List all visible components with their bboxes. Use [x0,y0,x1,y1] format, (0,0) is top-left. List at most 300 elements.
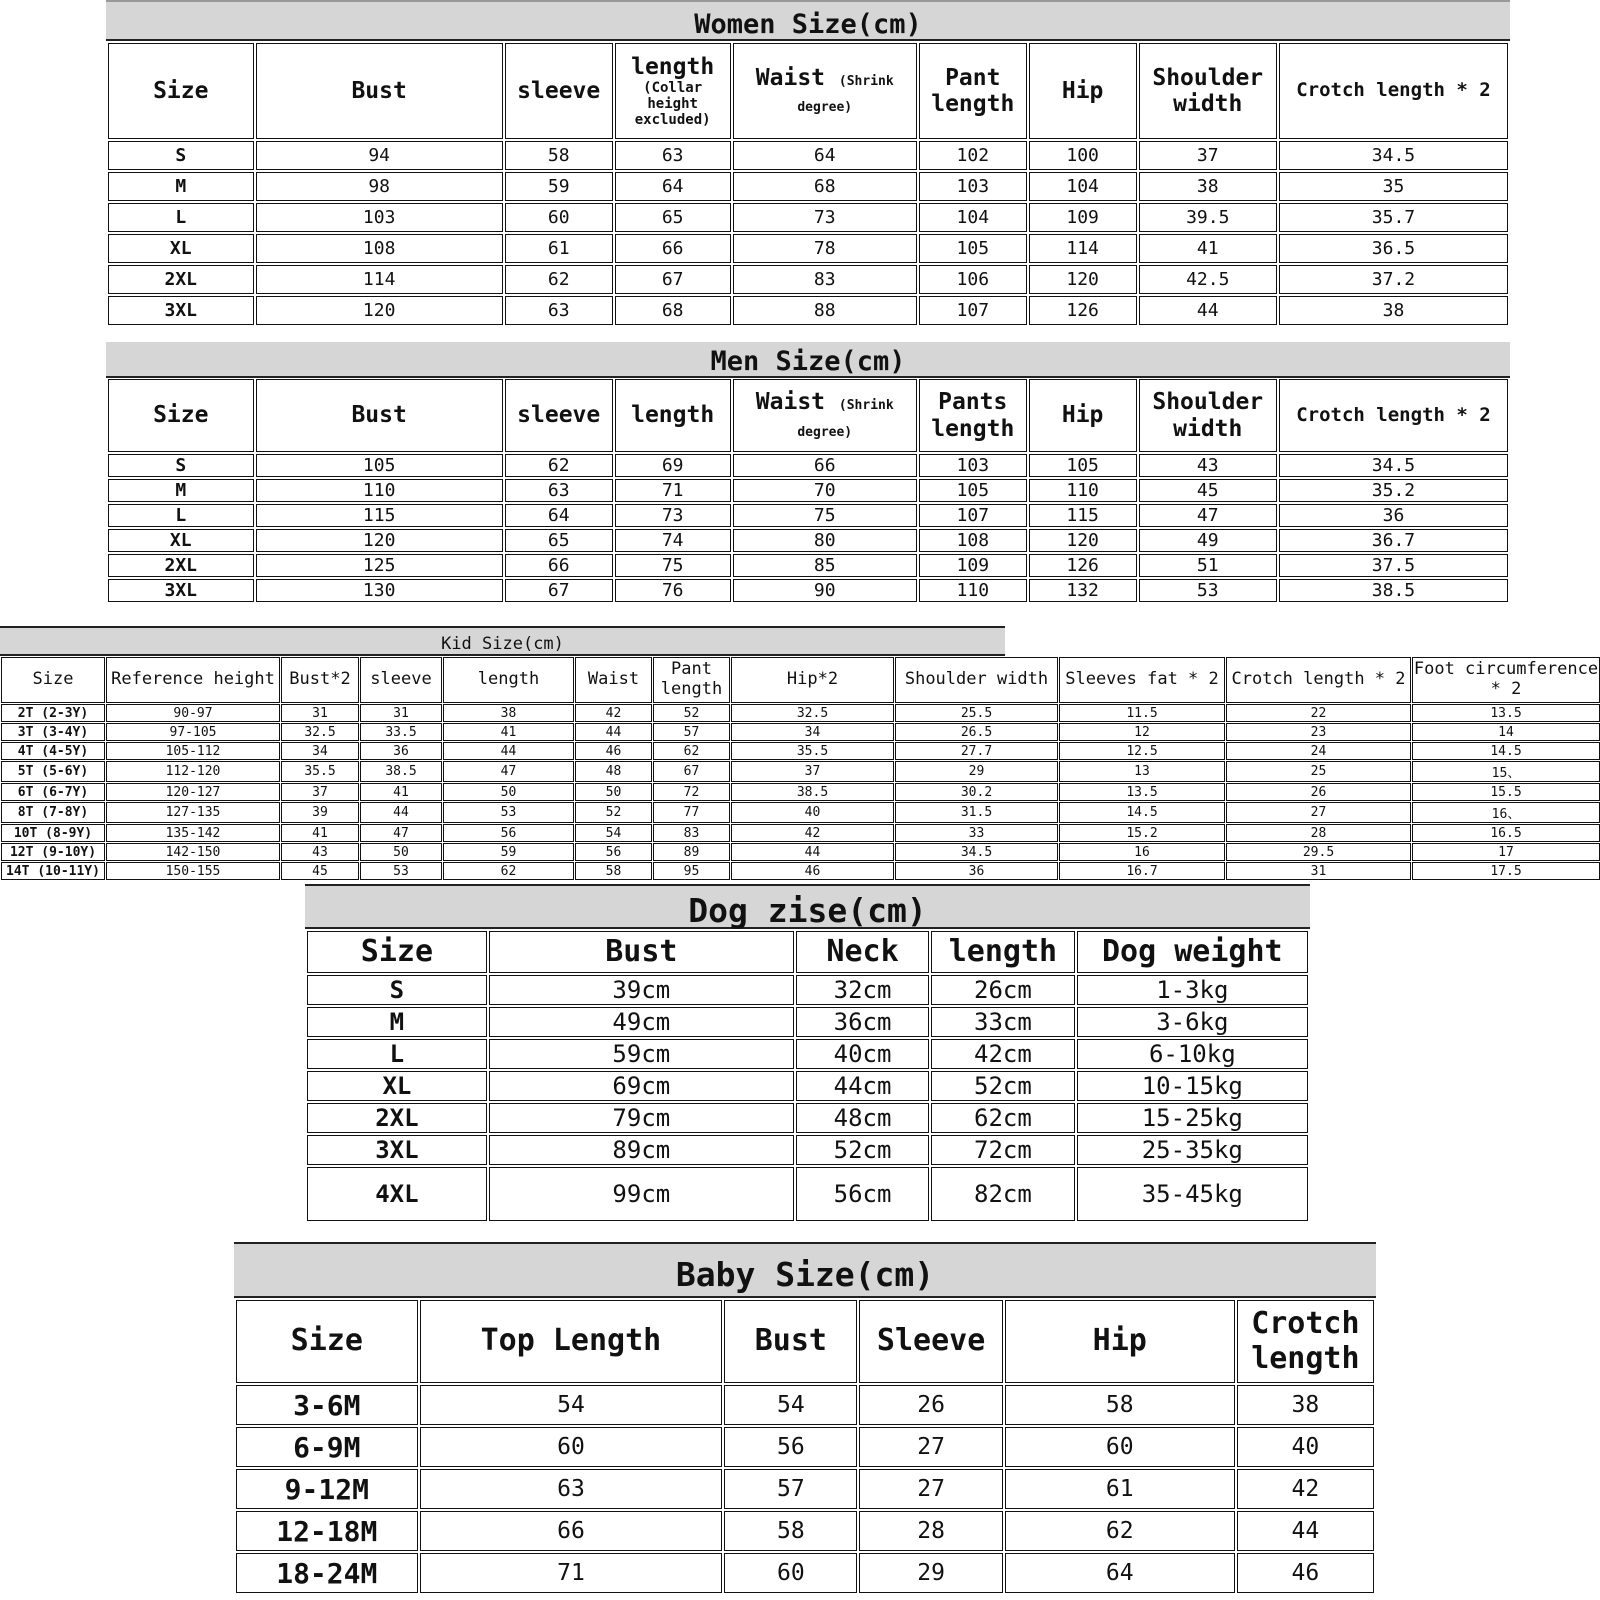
table-cell: 88 [733,296,917,325]
table-cell: 56 [443,824,574,842]
table-cell: 107 [919,296,1027,325]
table-cell: 60 [724,1553,857,1593]
table-cell: 66 [420,1511,723,1551]
header-size: Size [1,657,105,703]
header-sleeve: sleeve [360,657,442,703]
table-cell: 60 [505,203,613,232]
header-crotch-length: Crotch length * 2 [1226,657,1411,703]
header-size: Size [307,931,487,973]
table-cell: 97-105 [106,723,280,741]
table-cell: 66 [615,234,731,263]
table-row [1,723,1600,741]
table-cell: 37.2 [1279,265,1508,294]
table-cell: 42cm [931,1039,1074,1069]
header-hip: Hip [1029,379,1137,452]
table-row [1,742,1600,760]
table-cell: 54 [575,824,652,842]
table-cell: 65 [505,529,613,552]
table-cell: 44 [443,742,574,760]
header-hip: Hip*2 [731,657,894,703]
table-row [108,504,1508,527]
table-cell: 109 [919,554,1027,577]
table-cell: 44cm [796,1071,929,1101]
table-cell: 105 [1029,454,1137,477]
table-cell: 29.5 [1226,843,1411,861]
table-row [108,234,1508,263]
table-row [307,975,1308,1005]
table-cell: 26.5 [895,723,1058,741]
table-row [108,141,1508,170]
table-cell: 26 [859,1385,1002,1425]
size-cell: S [108,141,254,170]
table-cell: 29 [895,761,1058,782]
table-cell: 112-120 [106,761,280,782]
header-sleeve: Sleeve [859,1300,1002,1383]
table-cell: 13.5 [1412,704,1600,722]
table-cell: 35.2 [1279,479,1508,502]
header-pant-length: Pant length [653,657,730,703]
table-cell: 63 [505,296,613,325]
women-header-row [108,43,1508,139]
table-cell: 125 [256,554,503,577]
size-cell: 2XL [307,1103,487,1133]
table-cell: 73 [733,203,917,232]
table-cell: 52cm [796,1135,929,1165]
table-cell: 63 [615,141,731,170]
table-cell: 66 [733,454,917,477]
table-cell: 13 [1059,761,1225,782]
header-waist-label: Waist [755,64,826,91]
table-cell: 37.5 [1279,554,1508,577]
baby-size-title: Baby Size(cm) [234,1242,1376,1298]
table-cell: 120 [256,296,503,325]
table-cell: 126 [1029,296,1137,325]
table-cell: 46 [575,742,652,760]
table-row [108,554,1508,577]
header-size: Size [236,1300,418,1383]
size-cell: 6T (6-7Y) [1,783,105,801]
table-cell: 100 [1029,141,1137,170]
table-cell: 99cm [489,1167,794,1221]
header-sleeve: sleeve [505,43,613,139]
table-cell: 35.5 [731,742,894,760]
table-cell: 1-3kg [1077,975,1308,1005]
size-cell: 3T (3-4Y) [1,723,105,741]
table-cell: 38.5 [731,783,894,801]
men-header-row [108,379,1508,452]
table-cell: 27.7 [895,742,1058,760]
table-cell: 53 [443,802,574,823]
size-cell: 12T (9-10Y) [1,843,105,861]
table-cell: 150-155 [106,862,280,880]
table-cell: 83 [653,824,730,842]
table-cell: 54 [724,1385,857,1425]
header-sleeves-fat: Sleeves fat * 2 [1059,657,1225,703]
table-cell: 64 [615,172,731,201]
table-cell: 37 [281,783,359,801]
table-cell: 105 [919,479,1027,502]
header-bust: Bust [256,43,503,139]
table-cell: 69cm [489,1071,794,1101]
table-cell: 15、 [1412,761,1600,782]
table-cell: 32.5 [731,704,894,722]
table-cell: 62 [653,742,730,760]
table-cell: 105-112 [106,742,280,760]
baby-header-row [236,1300,1374,1383]
table-cell: 17.5 [1412,862,1600,880]
table-cell: 79cm [489,1103,794,1133]
header-length: length [443,657,574,703]
women-size-table [106,41,1510,327]
size-cell: 2XL [108,554,254,577]
table-cell: 59 [443,843,574,861]
table-row [1,783,1600,801]
header-crotch-length: Crotch length * 2 [1279,43,1508,139]
table-cell: 69 [615,454,731,477]
table-cell: 108 [256,234,503,263]
header-shoulder-width: Shoulder width [895,657,1058,703]
table-cell: 44 [575,723,652,741]
table-cell: 58 [505,141,613,170]
table-cell: 31.5 [895,802,1058,823]
table-cell: 36 [895,862,1058,880]
table-cell: 31 [281,704,359,722]
header-bust: Bust*2 [281,657,359,703]
table-cell: 102 [919,141,1027,170]
table-cell: 130 [256,579,503,602]
table-row [236,1427,1374,1467]
table-cell: 36.7 [1279,529,1508,552]
table-cell: 70 [733,479,917,502]
table-cell: 52 [575,802,652,823]
table-cell: 38 [1279,296,1508,325]
table-cell: 37 [731,761,894,782]
header-waist [733,43,917,139]
table-cell: 26cm [931,975,1074,1005]
table-cell: 47 [360,824,442,842]
table-cell: 71 [420,1553,723,1593]
table-cell: 40 [731,802,894,823]
size-cell: 2XL [108,265,254,294]
size-cell: 10T (8-9Y) [1,824,105,842]
table-row [108,296,1508,325]
table-cell: 60 [420,1427,723,1467]
table-cell: 64 [505,504,613,527]
size-cell: M [108,172,254,201]
table-cell: 34.5 [1279,141,1508,170]
table-row [108,203,1508,232]
kid-size-table [0,656,1600,881]
table-cell: 34.5 [895,843,1058,861]
table-cell: 103 [256,203,503,232]
header-pants-length: Pants length [919,379,1027,452]
table-cell: 61 [1005,1469,1235,1509]
header-crotch-length: Crotch length * 2 [1279,379,1508,452]
table-cell: 109 [1029,203,1137,232]
table-row [307,1167,1308,1221]
table-row [1,802,1600,823]
table-cell: 114 [256,265,503,294]
size-cell: XL [307,1071,487,1101]
table-row [108,265,1508,294]
size-cell: 3XL [108,579,254,602]
table-cell: 27 [859,1469,1002,1509]
table-row [307,1135,1308,1165]
size-cell: M [307,1007,487,1037]
header-neck: Neck [796,931,929,973]
table-cell: 29 [859,1553,1002,1593]
table-cell: 52 [653,704,730,722]
table-cell: 58 [1005,1385,1235,1425]
table-cell: 36 [1279,504,1508,527]
table-cell: 14 [1412,723,1600,741]
kid-size-title: Kid Size(cm) [0,626,1005,656]
table-cell: 90-97 [106,704,280,722]
table-cell: 35 [1279,172,1508,201]
table-cell: 105 [256,454,503,477]
size-cell: M [108,479,254,502]
table-cell: 27 [859,1427,1002,1467]
table-cell: 44 [1237,1511,1374,1551]
header-shoulder-width: Shoulder width [1139,43,1277,139]
table-cell: 120-127 [106,783,280,801]
table-cell: 82cm [931,1167,1074,1221]
header-waist-label: Waist [755,389,826,416]
header-foot-circumference: Foot circumference * 2 [1412,657,1600,703]
table-cell: 62 [1005,1511,1235,1551]
table-cell: 35.7 [1279,203,1508,232]
table-cell: 56cm [796,1167,929,1221]
size-cell: 4XL [307,1167,487,1221]
table-cell: 16 [1059,843,1225,861]
table-cell: 62 [505,454,613,477]
table-cell: 98 [256,172,503,201]
table-cell: 89 [653,843,730,861]
header-top-length: Top Length [420,1300,723,1383]
header-waist-note: (Shrink degree) [797,73,894,115]
size-cell: 2T (2-3Y) [1,704,105,722]
table-cell: 49 [1139,529,1277,552]
table-cell: 42 [575,704,652,722]
table-cell: 67 [505,579,613,602]
table-cell: 38 [443,704,574,722]
table-cell: 39cm [489,975,794,1005]
table-cell: 72cm [931,1135,1074,1165]
table-cell: 107 [919,504,1027,527]
dog-size-title: Dog zise(cm) [305,884,1310,929]
table-cell: 45 [1139,479,1277,502]
table-cell: 76 [615,579,731,602]
table-cell: 57 [724,1469,857,1509]
header-sleeve: sleeve [505,379,613,452]
size-cell: XL [108,529,254,552]
table-cell: 15.5 [1412,783,1600,801]
header-hip: Hip [1029,43,1137,139]
table-cell: 114 [1029,234,1137,263]
table-cell: 52cm [931,1071,1074,1101]
table-cell: 67 [615,265,731,294]
table-cell: 110 [919,579,1027,602]
header-length: length [615,379,731,452]
table-row [1,704,1600,722]
table-cell: 39.5 [1139,203,1277,232]
table-cell: 38 [1237,1385,1374,1425]
table-cell: 75 [615,554,731,577]
table-cell: 40 [1237,1427,1374,1467]
table-cell: 41 [360,783,442,801]
table-cell: 22 [1226,704,1411,722]
table-cell: 16.7 [1059,862,1225,880]
table-cell: 72 [653,783,730,801]
header-bust: Bust [489,931,794,973]
size-cell: L [108,203,254,232]
size-cell: S [307,975,487,1005]
table-cell: 120 [1029,265,1137,294]
size-cell: 9-12M [236,1469,418,1509]
table-row [108,529,1508,552]
table-cell: 68 [733,172,917,201]
table-cell: 47 [443,761,574,782]
table-cell: 14.5 [1412,742,1600,760]
header-hip: Hip [1005,1300,1235,1383]
table-cell: 38 [1139,172,1277,201]
table-cell: 104 [1029,172,1137,201]
size-cell: 8T (7-8Y) [1,802,105,823]
baby-size-chart [234,1242,1376,1600]
table-cell: 126 [1029,554,1137,577]
table-cell: 15-25kg [1077,1103,1308,1133]
header-bust: Bust [724,1300,857,1383]
header-waist-note: (Shrink degree) [797,398,894,440]
table-cell: 95 [653,862,730,880]
dog-header-row [307,931,1308,973]
table-cell: 15.2 [1059,824,1225,842]
table-cell: 25.5 [895,704,1058,722]
table-cell: 44 [360,802,442,823]
table-cell: 73 [615,504,731,527]
header-waist [733,379,917,452]
table-cell: 54 [420,1385,723,1425]
table-row [307,1071,1308,1101]
size-cell: 3-6M [236,1385,418,1425]
table-row [236,1511,1374,1551]
size-cell: L [108,504,254,527]
table-cell: 62cm [931,1103,1074,1133]
size-cell: 5T (5-6Y) [1,761,105,782]
table-row [1,761,1600,782]
table-cell: 120 [256,529,503,552]
table-cell: 24 [1226,742,1411,760]
table-cell: 13.5 [1059,783,1225,801]
table-cell: 53 [1139,579,1277,602]
table-cell: 40cm [796,1039,929,1069]
table-cell: 42 [731,824,894,842]
table-cell: 44 [731,843,894,861]
table-cell: 59cm [489,1039,794,1069]
table-cell: 27 [1226,802,1411,823]
table-cell: 75 [733,504,917,527]
table-cell: 63 [505,479,613,502]
size-cell: 4T (4-5Y) [1,742,105,760]
size-cell: 6-9M [236,1427,418,1467]
table-cell: 104 [919,203,1027,232]
table-cell: 74 [615,529,731,552]
men-size-title: Men Size(cm) [106,342,1510,378]
size-cell: XL [108,234,254,263]
table-cell: 62 [505,265,613,294]
header-size: Size [108,43,254,139]
size-cell: L [307,1039,487,1069]
header-waist: Waist [575,657,652,703]
table-cell: 31 [360,704,442,722]
table-cell: 57 [653,723,730,741]
table-cell: 50 [575,783,652,801]
table-cell: 34 [731,723,894,741]
table-cell: 58 [575,862,652,880]
table-cell: 94 [256,141,503,170]
table-cell: 33.5 [360,723,442,741]
table-cell: 50 [360,843,442,861]
table-cell: 56 [724,1427,857,1467]
table-cell: 43 [281,843,359,861]
men-size-chart [106,342,1510,622]
table-cell: 28 [859,1511,1002,1551]
table-row [1,824,1600,842]
table-cell: 36cm [796,1007,929,1037]
table-cell: 16、 [1412,802,1600,823]
header-length: length [931,931,1074,973]
table-row [236,1469,1374,1509]
table-row [108,479,1508,502]
size-cell: 12-18M [236,1511,418,1551]
table-row [236,1385,1374,1425]
header-shoulder-width: Shoulder width [1139,379,1277,452]
table-cell: 41 [281,824,359,842]
table-cell: 41 [443,723,574,741]
table-cell: 45 [281,862,359,880]
table-cell: 53 [360,862,442,880]
table-cell: 83 [733,265,917,294]
header-pant-length: Pant length [919,43,1027,139]
dog-size-table [305,929,1310,1223]
table-cell: 108 [919,529,1027,552]
table-cell: 132 [1029,579,1137,602]
table-cell: 120 [1029,529,1137,552]
table-cell: 142-150 [106,843,280,861]
table-cell: 58 [724,1511,857,1551]
table-cell: 44 [1139,296,1277,325]
header-length-label: length [631,53,715,80]
table-cell: 110 [1029,479,1137,502]
table-cell: 17 [1412,843,1600,861]
table-cell: 35-45kg [1077,1167,1308,1221]
header-length [615,43,731,139]
table-cell: 36.5 [1279,234,1508,263]
table-cell: 78 [733,234,917,263]
size-cell: 3XL [307,1135,487,1165]
dog-size-chart [305,884,1310,1238]
table-cell: 10-15kg [1077,1071,1308,1101]
table-cell: 37 [1139,141,1277,170]
table-cell: 59 [505,172,613,201]
table-cell: 47 [1139,504,1277,527]
table-cell: 30.2 [895,783,1058,801]
table-cell: 71 [615,479,731,502]
table-cell: 32.5 [281,723,359,741]
header-size: Size [108,379,254,452]
table-cell: 26 [1226,783,1411,801]
table-row [236,1553,1374,1593]
